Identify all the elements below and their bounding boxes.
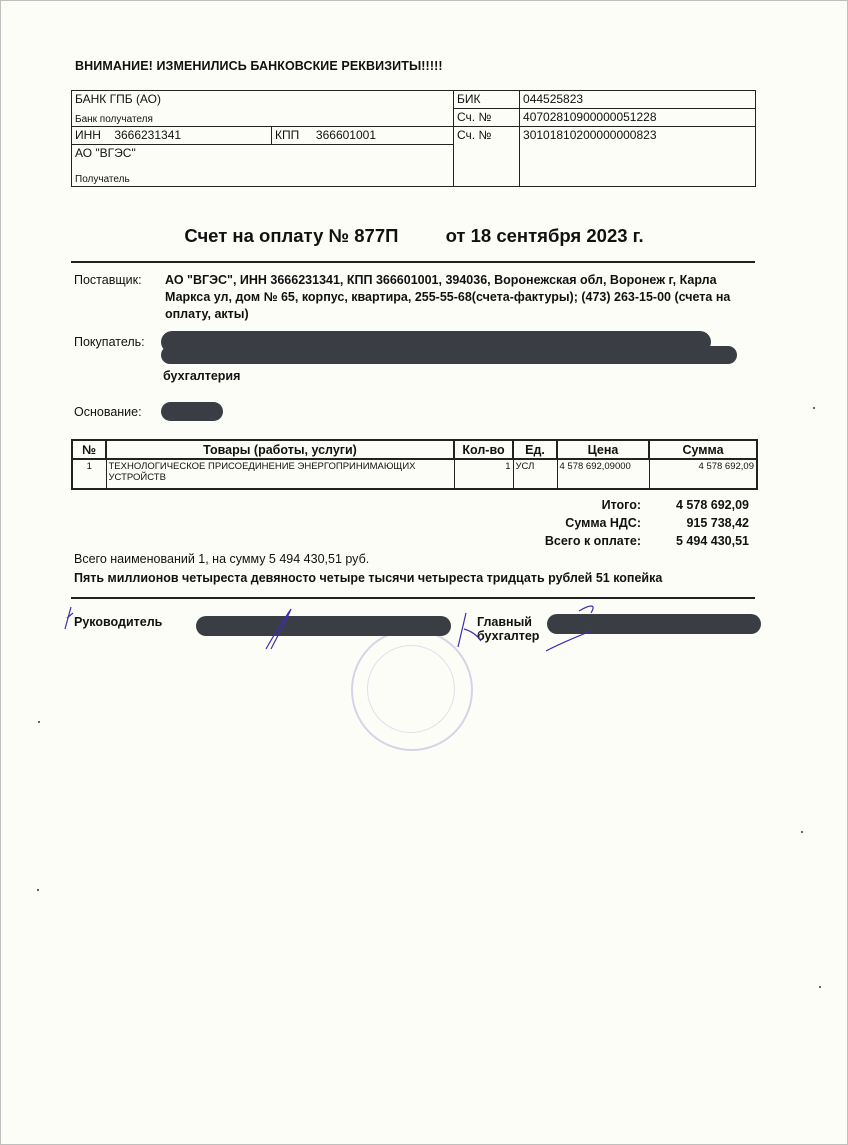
invoice-number: Счет на оплату № 877П	[184, 225, 399, 246]
scan-speck	[813, 407, 815, 409]
account-label: Сч. №	[454, 109, 520, 127]
head-label: Руководитель	[74, 615, 163, 629]
corr-account-label: Сч. №	[454, 127, 520, 145]
signature-marks	[1, 1, 847, 1144]
amount-in-words: Пять миллионов четыреста девяносто четыре тысячи четыреста тридцать рублей 51 копейка	[74, 571, 663, 585]
scan-speck	[819, 986, 821, 988]
row-qty: 1	[454, 459, 513, 489]
row-unit: УСЛ	[513, 459, 557, 489]
row-name: ТЕХНОЛОГИЧЕСКОЕ ПРИСОЕДИНЕНИЕ ЭНЕРГОПРИНИМАЮЩИХ УСТРОЙСТВ	[106, 459, 454, 489]
basis-label: Основание:	[74, 405, 142, 419]
vat-label: Сумма НДС:	[565, 516, 641, 530]
signature-stroke	[65, 607, 73, 629]
scan-speck	[801, 831, 803, 833]
bik-value: 044525823	[520, 91, 756, 109]
scan-speck	[37, 889, 39, 891]
chief-accountant-label: Главный бухгалтер	[477, 615, 540, 643]
buyer-department: бухгалтерия	[163, 369, 241, 383]
row-price: 4 578 692,09000	[557, 459, 649, 489]
signature-stroke	[546, 606, 593, 651]
col-qty: Кол-во	[454, 440, 513, 459]
kpp-value: 366601001	[315, 128, 376, 142]
account-value: 40702810900000051228	[520, 109, 756, 127]
kpp-label: КПП	[275, 128, 300, 142]
due-value: 5 494 430,51	[676, 534, 749, 548]
signature-stroke	[458, 613, 481, 647]
row-sum: 4 578 692,09	[649, 459, 757, 489]
inn-label: ИНН	[75, 128, 101, 142]
row-number: 1	[72, 459, 106, 489]
scan-speck	[38, 721, 40, 723]
supplier-label: Поставщик:	[74, 273, 142, 287]
supplier-details: АО "ВГЭС", ИНН 3666231341, КПП 366601001, 394036, Воронежская обл, Воронеж г, Карла Маркса ул, дом № 65, корпус, квартира, 255-55-68(счета-фактуры); (473) 263-15-00 (счета на оплату, акты)	[165, 273, 731, 321]
inn-value: 3666231341	[114, 128, 182, 142]
col-sum: Сумма	[649, 440, 757, 459]
total-value: 4 578 692,09	[676, 498, 749, 512]
signature-stroke	[266, 609, 291, 649]
total-label: Итого:	[601, 498, 641, 512]
bik-label: БИК	[454, 91, 520, 109]
bank-details-warning: ВНИМАНИЕ! ИЗМЕНИЛИСЬ БАНКОВСКИЕ РЕКВИЗИТЫ!!!!!	[75, 59, 443, 73]
bank-name: БАНК ГПБ (АО)	[72, 91, 454, 109]
recipient-name: АО "ВГЭС"	[72, 145, 454, 170]
col-goods: Товары (работы, услуги)	[106, 440, 454, 459]
recipient-label: Получатель	[72, 169, 454, 187]
col-number: №	[72, 440, 106, 459]
vat-value: 915 738,42	[686, 516, 749, 530]
bank-recipient-label: Банк получателя	[72, 109, 454, 127]
summary-count: Всего наименований 1, на сумму 5 494 430,51 руб.	[74, 552, 370, 566]
due-label: Всего к оплате:	[544, 534, 641, 548]
col-price: Цена	[557, 440, 649, 459]
buyer-label: Покупатель:	[74, 335, 145, 349]
corr-account-value: 30101810200000000823	[520, 127, 756, 145]
col-unit: Ед.	[513, 440, 557, 459]
invoice-date: от 18 сентября 2023 г.	[445, 225, 644, 246]
